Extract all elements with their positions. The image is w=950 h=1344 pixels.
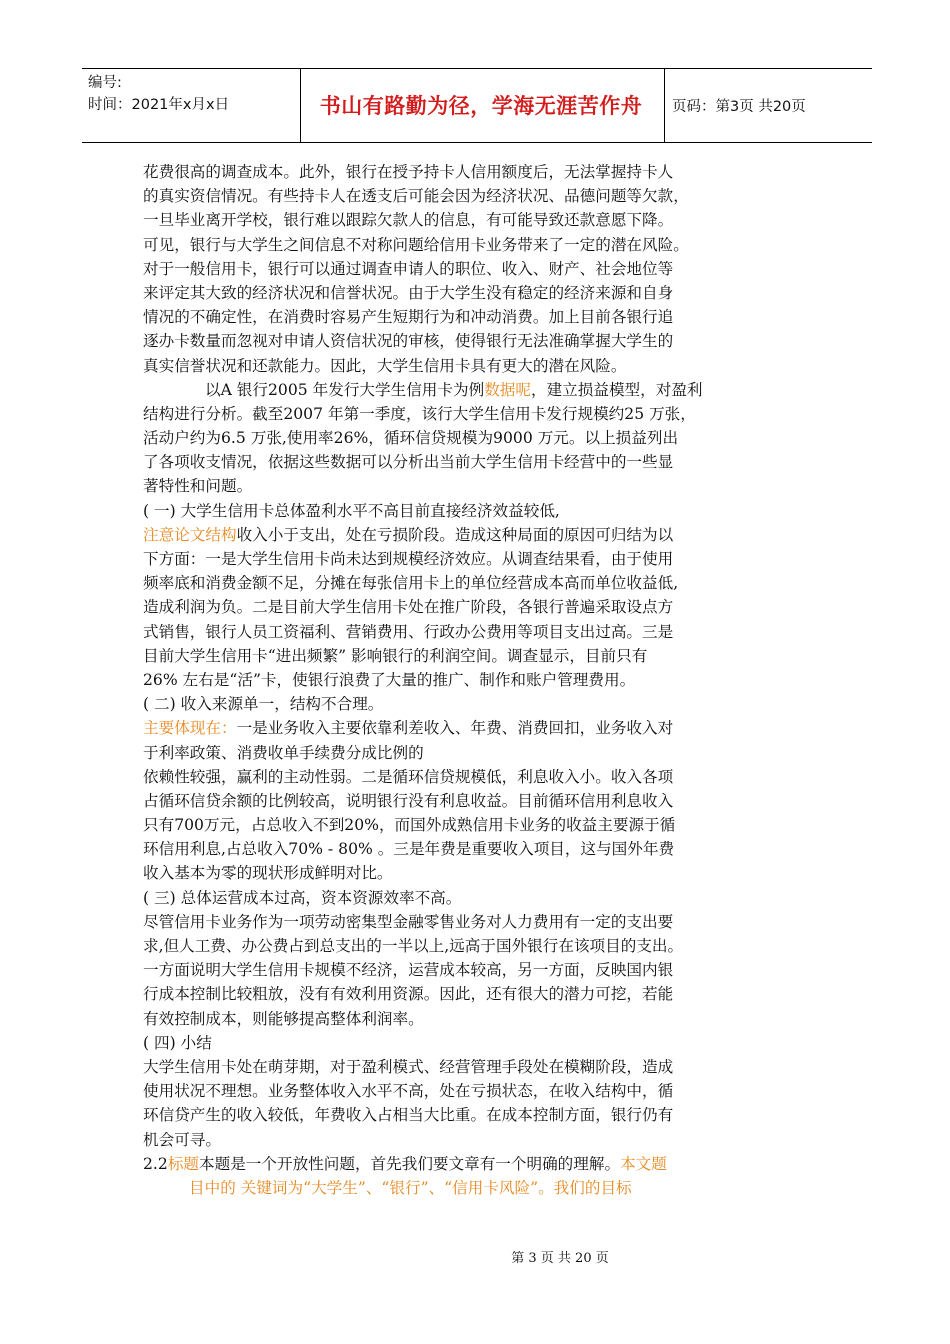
highlight-note: 主要体现在： <box>143 719 237 738</box>
document-body <box>143 160 823 1200</box>
body-line <box>143 1152 823 1176</box>
body-line: 使用状况不理想。业务整体收入水平不高，处在亏损状态，在收入结构中，循 <box>143 1082 674 1101</box>
body-text-span: 一是业务收入主要依靠利差收入、年费、消费回扣，业务收入对 <box>236 719 674 738</box>
body-line: 了各项收支情况，依据这些数据可以分析出当前大学生信用卡经营中的一些显 <box>143 453 674 472</box>
footer-page-number: 第 3 页 共 20 页 <box>511 1251 609 1266</box>
body-line: 可见，银行与大学生之间信息不对称问题给信用卡业务带来了一定的潜在风险。 <box>143 235 689 254</box>
section-heading: ( 三) 总体运营成本过高，资本资源效率不高。 <box>143 888 462 907</box>
highlight-note: 标题 <box>167 1154 200 1173</box>
body-line: 依赖性较强，赢利的主动性弱。二是循环信贷规模低，利息收入小。收入各项 <box>143 767 674 786</box>
body-line: 收入基本为零的现状形成鲜明对比。 <box>143 864 393 883</box>
body-text-span: 本题是一个开放性问题，首先我们要文章有一个明确的理解。 <box>199 1154 621 1173</box>
body-line: 求,但人工费、办公费占到总支出的一半以上,远高于国外银行在该项目的支出。 <box>143 937 684 955</box>
header-bottom-rule <box>82 142 872 143</box>
section-heading: ( 一) 大学生信用卡总体盈利水平不高目前直接经济效益较低, <box>143 501 560 520</box>
body-line: 逐办卡数量而忽视对申请人资信状况的审核，使得银行无法准确掌握大学生的 <box>143 332 674 351</box>
body-line <box>143 378 823 402</box>
body-line: 造成利润为负。二是目前大学生信用卡处在推广阶段，各银行普遍采取设点方 <box>143 598 674 617</box>
body-text-span: ，建立损益模型，对盈利 <box>530 380 703 399</box>
header-motto: 书山有路勤为径，学海无涯苦作舟 <box>319 94 643 118</box>
body-line: 只有700万元，占总收入不到20%，而国外成熟信用卡业务的收益主要源于循 <box>143 816 676 835</box>
body-line: 环信用利息,占总收入70% - 80% 。三是年费是重要收入项目，这与国外年费 <box>143 840 675 859</box>
document-date: 时间：2021年x月x日 <box>88 97 230 113</box>
header-meta <box>88 72 229 116</box>
body-line <box>143 716 823 740</box>
body-line: 于利率政策、消费收单手续费分成比例的 <box>143 743 424 762</box>
document-number-label: 编号: <box>88 75 122 91</box>
body-line: 真实信誉状况和还款能力。因此，大学生信用卡具有更大的潜在风险。 <box>143 356 627 375</box>
section-number: 2.2 <box>143 1154 168 1173</box>
body-line: 目前大学生信用卡“进出频繁” 影响银行的利润空间。调查显示，目前只有 <box>143 646 648 665</box>
highlight-note: 数据呢 <box>484 380 531 399</box>
section-heading: ( 四) 小结 <box>143 1033 212 1052</box>
body-line: 26% 左右是“活”卡，使银行浪费了大量的推广、制作和账户管理费用。 <box>143 670 636 689</box>
body-line: 的真实资信情况。有些持卡人在透支后可能会因为经济状况、品德问题等欠款， <box>143 187 689 206</box>
body-line: 尽管信用卡业务作为一项劳动密集型金融零售业务对人力费用有一定的支出要 <box>143 912 674 931</box>
body-line: 式销售，银行人员工资福利、营销费用、行政办公费用等项目支出过高。三是 <box>143 622 674 641</box>
body-text-span: 以A 银行2005 年发行大学生信用卡为例 <box>205 380 485 399</box>
body-line: 机会可寻。 <box>143 1130 221 1149</box>
body-text-span: 收入小于支出，处在亏损阶段。造成这种局面的原因可归结为以 <box>236 525 674 544</box>
section-heading: ( 二) 收入来源单一，结构不合理。 <box>143 695 384 714</box>
body-line: 一旦毕业离开学校，银行难以跟踪欠款人的信息，有可能导致还款意愿下降。 <box>143 211 674 230</box>
body-line: 著特性和问题。 <box>143 477 253 496</box>
body-line: 环信贷产生的收入较低，年费收入占相当大比重。在成本控制方面，银行仍有 <box>143 1106 674 1125</box>
body-line: 下方面：一是大学生信用卡尚未达到规模经济效应。从调查结果看，由于使用 <box>143 550 674 568</box>
body-line: 行成本控制比较粗放，没有有效利用资源。因此，还有很大的潜力可挖，若能 <box>143 985 674 1004</box>
header-page-info: 页码：第3页 共20页 <box>672 98 806 115</box>
body-line: 大学生信用卡处在萌芽期，对于盈利模式、经营管理手段处在模糊阶段，造成 <box>143 1057 674 1076</box>
highlight-note: 注意论文结构 <box>143 525 237 544</box>
body-line: 活动户约为6.5 万张,使用率26%，循环信贷规模为9000 万元。以上损益列出 <box>143 429 679 448</box>
body-line: 情况的不确定性，在消费时容易产生短期行为和冲动消费。加上目前各银行追 <box>143 308 674 327</box>
body-line: 结构进行分析。截至2007 年第一季度，该行大学生信用卡发行规模约25 万张， <box>143 404 696 423</box>
body-line: 对于一般信用卡，银行可以通过调查申请人的职位、收入、财产、社会地位等 <box>143 259 674 278</box>
body-line: 一方面说明大学生信用卡规模不经济，运营成本较高，另一方面，反映国内银 <box>143 961 674 980</box>
page-footer <box>0 1247 950 1266</box>
body-line <box>143 1176 823 1200</box>
body-line: 频率底和消费金额不足，分摊在每张信用卡上的单位经营成本高而单位收益低, <box>143 574 679 593</box>
page-header <box>82 68 872 142</box>
body-line: 有效控制成本，则能够提高整体利润率。 <box>143 1009 424 1028</box>
body-line <box>143 523 823 547</box>
body-line: 来评定其大致的经济状况和信誉状况。由于大学生没有稳定的经济来源和自身 <box>143 283 674 302</box>
body-line: 花费很高的调查成本。此外，银行在授予持卡人信用额度后，无法掌握持卡人 <box>143 163 674 181</box>
highlight-note: 目中的 关键词为“大学生”、“银行”、“信用卡风险”。我们的目标 <box>189 1178 632 1197</box>
body-line: 占循环信贷余额的比例较高，说明银行没有利息收益。目前循环信用利息收入 <box>143 791 674 810</box>
highlight-note: 本文题 <box>620 1154 667 1173</box>
